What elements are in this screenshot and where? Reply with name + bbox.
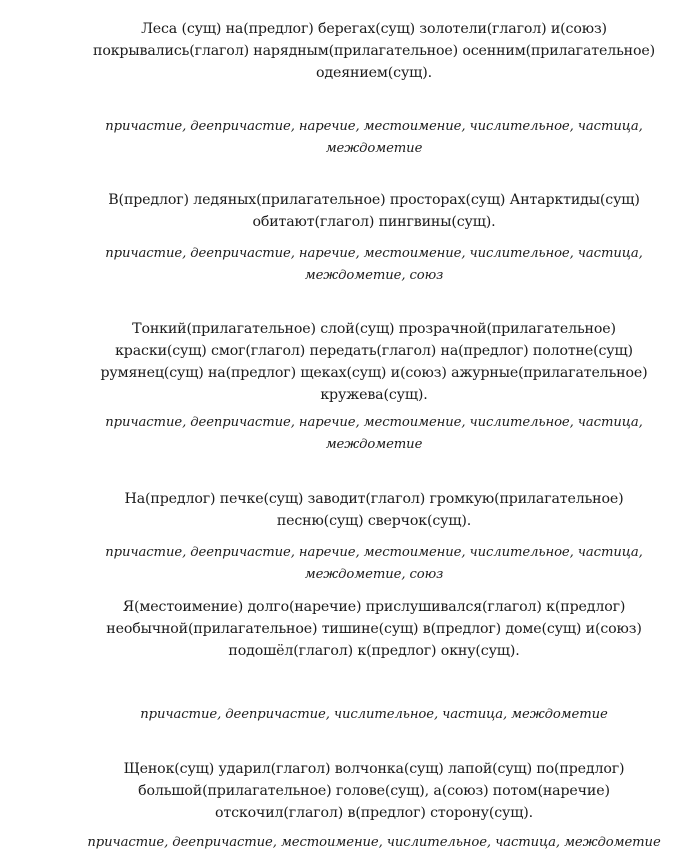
pos-list-block-5 [92, 704, 656, 726]
parsed-sentence-5: Я(местоимение) долго(наречие) прислушивался(глагол) к(предлог) необычной(прилагательное) тишине(сущ) в(предлог) доме(сущ) и(союз) подошёл(глагол) к(предлог) окну(сущ). [106, 599, 647, 659]
pos-list-block-2 [92, 243, 656, 287]
missing-pos-list-6: причастие, деепричастие, местоимение, числительное, частица, междометие [87, 835, 661, 850]
pos-list-block-4 [92, 542, 656, 586]
pos-list-block-6 [80, 832, 668, 854]
pos-list-block-1 [92, 116, 656, 160]
exercise-block-4 [92, 488, 656, 532]
parsed-sentence-4: На(предлог) печке(сущ) заводит(глагол) громкую(прилагательное) песню(сущ) сверчок(сущ). [124, 491, 628, 529]
exercise-block-3 [92, 318, 656, 406]
exercise-block-6 [92, 758, 656, 824]
parsed-sentence-3: Тонкий(прилагательное) слой(сущ) прозрачной(прилагательное) краски(сущ) смог(глагол) передать(глагол) на(предлог) полотне(сущ) румянец(сущ) на(предлог) щеках(сущ) и(союз) ажурные(прилагательное) кружева(сущ). [100, 321, 652, 403]
missing-pos-list-4: причастие, деепричастие, наречие, местоимение, числительное, частица, междометие, союз [105, 545, 647, 582]
exercise-block-1 [92, 18, 660, 84]
pos-list-block-3 [92, 412, 656, 456]
exercise-block-5 [92, 596, 656, 662]
missing-pos-list-2: причастие, деепричастие, наречие, местоимение, числительное, частица, междометие, союз [105, 246, 647, 283]
missing-pos-list-3: причастие, деепричастие, наречие, местоимение, числительное, частица, междометие [105, 415, 647, 452]
missing-pos-list-5: причастие, деепричастие, числительное, частица, междометие [140, 707, 608, 722]
parsed-sentence-2: В(предлог) ледяных(прилагательное) просторах(сущ) Антарктиды(сущ) обитают(глагол) пингвины(сущ). [108, 192, 645, 230]
parsed-sentence-1: Леса (сущ) на(предлог) берегах(сущ) золотели(глагол) и(союз) покрывались(глагол) нарядным(прилагательное) осенним(прилагательное) одеянием(сущ). [93, 21, 660, 81]
parsed-sentence-6: Щенок(сущ) ударил(глагол) волчонка(сущ) лапой(сущ) по(предлог) большой(прилагательное) голове(сущ), а(союз) потом(наречие) отскочил(глагол) в(предлог) сторону(сущ). [123, 761, 629, 821]
missing-pos-list-1: причастие, деепричастие, наречие, местоимение, числительное, частица, междометие [105, 119, 647, 156]
exercise-block-2 [92, 189, 656, 233]
